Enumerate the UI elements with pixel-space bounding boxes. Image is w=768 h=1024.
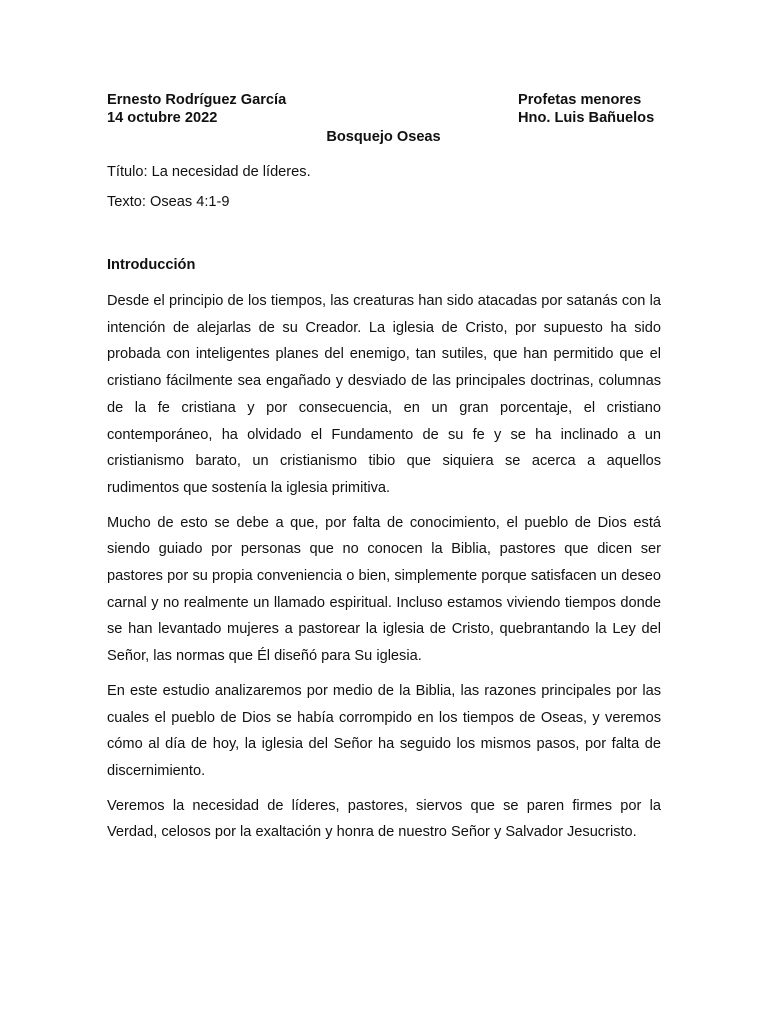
paragraph: Veremos la necesidad de líderes, pastores, siervos que se paren firmes por la Verdad, celosos por la exaltación y honra de nuestro Señor y Salvador Jesucristo. [107, 797, 661, 841]
scripture-text-line: Texto: Oseas 4:1-9 [107, 194, 230, 210]
author-name: Ernesto Rodríguez García [107, 92, 287, 108]
teacher-name: Hno. Luis Bañuelos [518, 110, 655, 126]
paragraph: En este estudio analizaremos por medio de la Biblia, las razones principales por las cuales el pueblo de Dios se había corrompido en los tiempos de Oseas, y veremos cómo al día de hoy, la iglesia del Señor ha seguido los mismos pasos, por falta de discernimiento. [107, 682, 661, 779]
document-date: 14 octubre 2022 [107, 110, 218, 126]
paragraph: Mucho de esto se debe a que, por falta de conocimiento, el pueblo de Dios está siendo guiado por personas que no conocen la Biblia, pastores que dicen ser pastores por su propia conveniencia o bien, simplemente porque satisfacen un deseo carnal y no realmente un llamado espiritual. Incluso estamos viviendo tiempos donde se han levantado mujeres a pastorear la iglesia de Cristo, quebrantando la Ley del Señor, las normas que Él diseñó para Su iglesia. [107, 514, 661, 665]
sermon-title-line: Título: La necesidad de líderes. [107, 164, 311, 180]
introduction-heading: Introducción [107, 257, 196, 273]
header-right-block [518, 91, 668, 127]
introduction-body [107, 288, 661, 854]
document-title: Bosquejo Oseas [326, 129, 441, 145]
paragraph: Desde el principio de los tiempos, las creaturas han sido atacadas por satanás con la intención de alejarlas de su Creador. La iglesia de Cristo, por supuesto ha sido probada con inteligentes planes del enemigo, tan sutiles, que han permitido que el cristiano fácilmente sea engañado y desviado de las principales doctrinas, columnas de la fe cristiana y por consecuencia, en un gran porcentaje, el cristiano contemporáneo, ha olvidado el Fundamento de su fe y se ha inclinado a un cristianismo barato, un cristianismo tibio que siquiera se acerca a aquellos rudimentos que sostenía la iglesia primitiva. [107, 293, 661, 496]
header-left-block [107, 91, 407, 127]
course-name: Profetas menores [518, 92, 642, 108]
